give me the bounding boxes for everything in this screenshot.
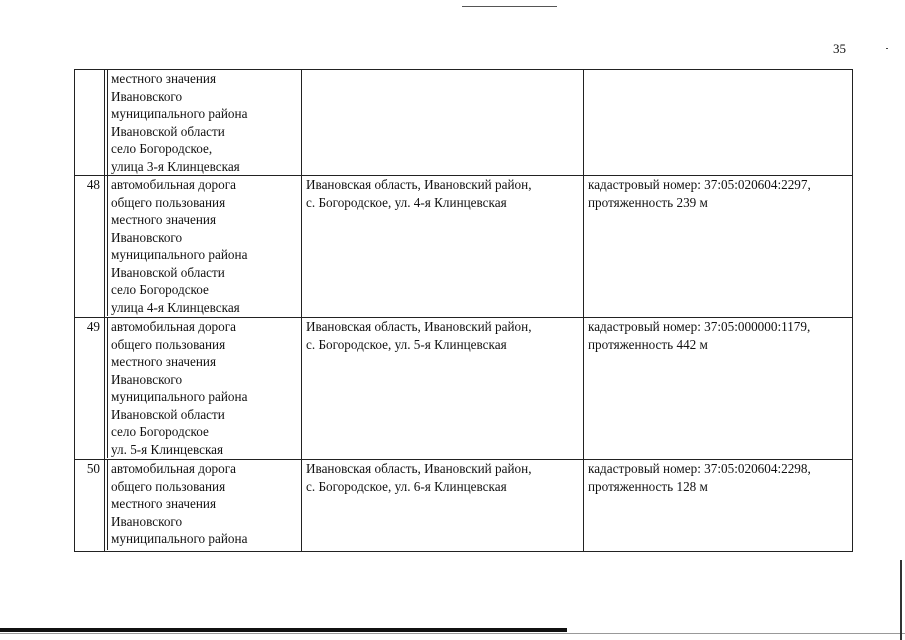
address-line: с. Богородское, ул. 5-я Клинцевская bbox=[306, 336, 507, 352]
cadastral-info-line: кадастровый номер: 37:05:020604:2297, bbox=[588, 177, 811, 192]
cadastral-info-cell bbox=[584, 176, 853, 318]
table-row bbox=[75, 70, 853, 176]
table-row bbox=[75, 318, 853, 460]
road-name-line: муниципального района bbox=[111, 531, 248, 546]
road-name-cell bbox=[105, 318, 302, 460]
table-row bbox=[75, 460, 853, 552]
header-rule bbox=[462, 6, 557, 7]
road-name-line: местного значения bbox=[111, 212, 217, 227]
road-name-line: Ивановского bbox=[111, 513, 183, 529]
roads-table bbox=[74, 69, 853, 552]
table-row bbox=[75, 176, 853, 318]
road-name-cell bbox=[105, 70, 302, 176]
road-name-line: автомобильная дорога bbox=[111, 461, 237, 476]
scan-right-edge bbox=[900, 560, 902, 640]
road-name-line: местного значения bbox=[111, 71, 217, 86]
road-name-line: автомобильная дорога bbox=[111, 319, 237, 334]
address-cell bbox=[302, 460, 584, 552]
address-line: Ивановская область, Ивановский район, bbox=[306, 461, 532, 476]
cadastral-info-line: протяженность 239 м bbox=[588, 194, 708, 210]
row-number bbox=[75, 70, 105, 176]
row-number: 48 bbox=[75, 176, 105, 318]
cadastral-info-cell bbox=[584, 318, 853, 460]
road-name-line: Ивановской области bbox=[111, 123, 225, 139]
row-number: 50 bbox=[75, 460, 105, 552]
road-name-line: общего пользования bbox=[111, 194, 226, 210]
road-name-line: село Богородское bbox=[111, 424, 209, 439]
road-name-line: село Богородское bbox=[111, 282, 209, 297]
road-name-line: Ивановской области bbox=[111, 406, 225, 422]
road-name-line: село Богородское, bbox=[111, 141, 213, 156]
road-name-line: муниципального района bbox=[111, 247, 248, 262]
address-line: с. Богородское, ул. 6-я Клинцевская bbox=[306, 478, 507, 494]
road-name-line: муниципального района bbox=[111, 106, 248, 121]
scan-bottom-bar bbox=[0, 628, 567, 632]
road-name-line: Ивановского bbox=[111, 88, 183, 104]
road-name-cell bbox=[105, 460, 302, 552]
cadastral-info-line: протяженность 442 м bbox=[588, 336, 708, 352]
scan-mark bbox=[886, 48, 888, 49]
page-number: 35 bbox=[833, 41, 846, 56]
road-name-line: Ивановского bbox=[111, 229, 183, 245]
roads-table-body bbox=[75, 70, 853, 552]
cadastral-info-cell bbox=[584, 70, 853, 176]
cadastral-info-cell bbox=[584, 460, 853, 552]
road-name-cell bbox=[105, 176, 302, 318]
cadastral-info-line: кадастровый номер: 37:05:000000:1179, bbox=[588, 319, 811, 334]
row-number: 49 bbox=[75, 318, 105, 460]
road-name-line: общего пользования bbox=[111, 336, 226, 352]
road-name-line: местного значения bbox=[111, 496, 217, 511]
address-cell bbox=[302, 70, 584, 176]
road-name-line: улица 3-я Клинцевская bbox=[111, 158, 240, 174]
road-name-line: ул. 5-я Клинцевская bbox=[111, 441, 224, 457]
road-name-line: автомобильная дорога bbox=[111, 177, 237, 192]
cadastral-info-line: кадастровый номер: 37:05:020604:2298, bbox=[588, 461, 811, 476]
address-cell bbox=[302, 176, 584, 318]
address-line: Ивановская область, Ивановский район, bbox=[306, 177, 532, 192]
road-name-line: общего пользования bbox=[111, 478, 226, 494]
address-cell bbox=[302, 318, 584, 460]
scan-bottom-line bbox=[0, 633, 905, 634]
road-name-line: улица 4-я Клинцевская bbox=[111, 299, 240, 315]
road-name-line: Ивановской области bbox=[111, 264, 225, 280]
cadastral-info-line: протяженность 128 м bbox=[588, 478, 708, 494]
road-name-line: муниципального района bbox=[111, 389, 248, 404]
address-line: Ивановская область, Ивановский район, bbox=[306, 319, 532, 334]
road-name-line: местного значения bbox=[111, 354, 217, 369]
address-line: с. Богородское, ул. 4-я Клинцевская bbox=[306, 194, 507, 210]
road-name-line: Ивановского bbox=[111, 371, 183, 387]
